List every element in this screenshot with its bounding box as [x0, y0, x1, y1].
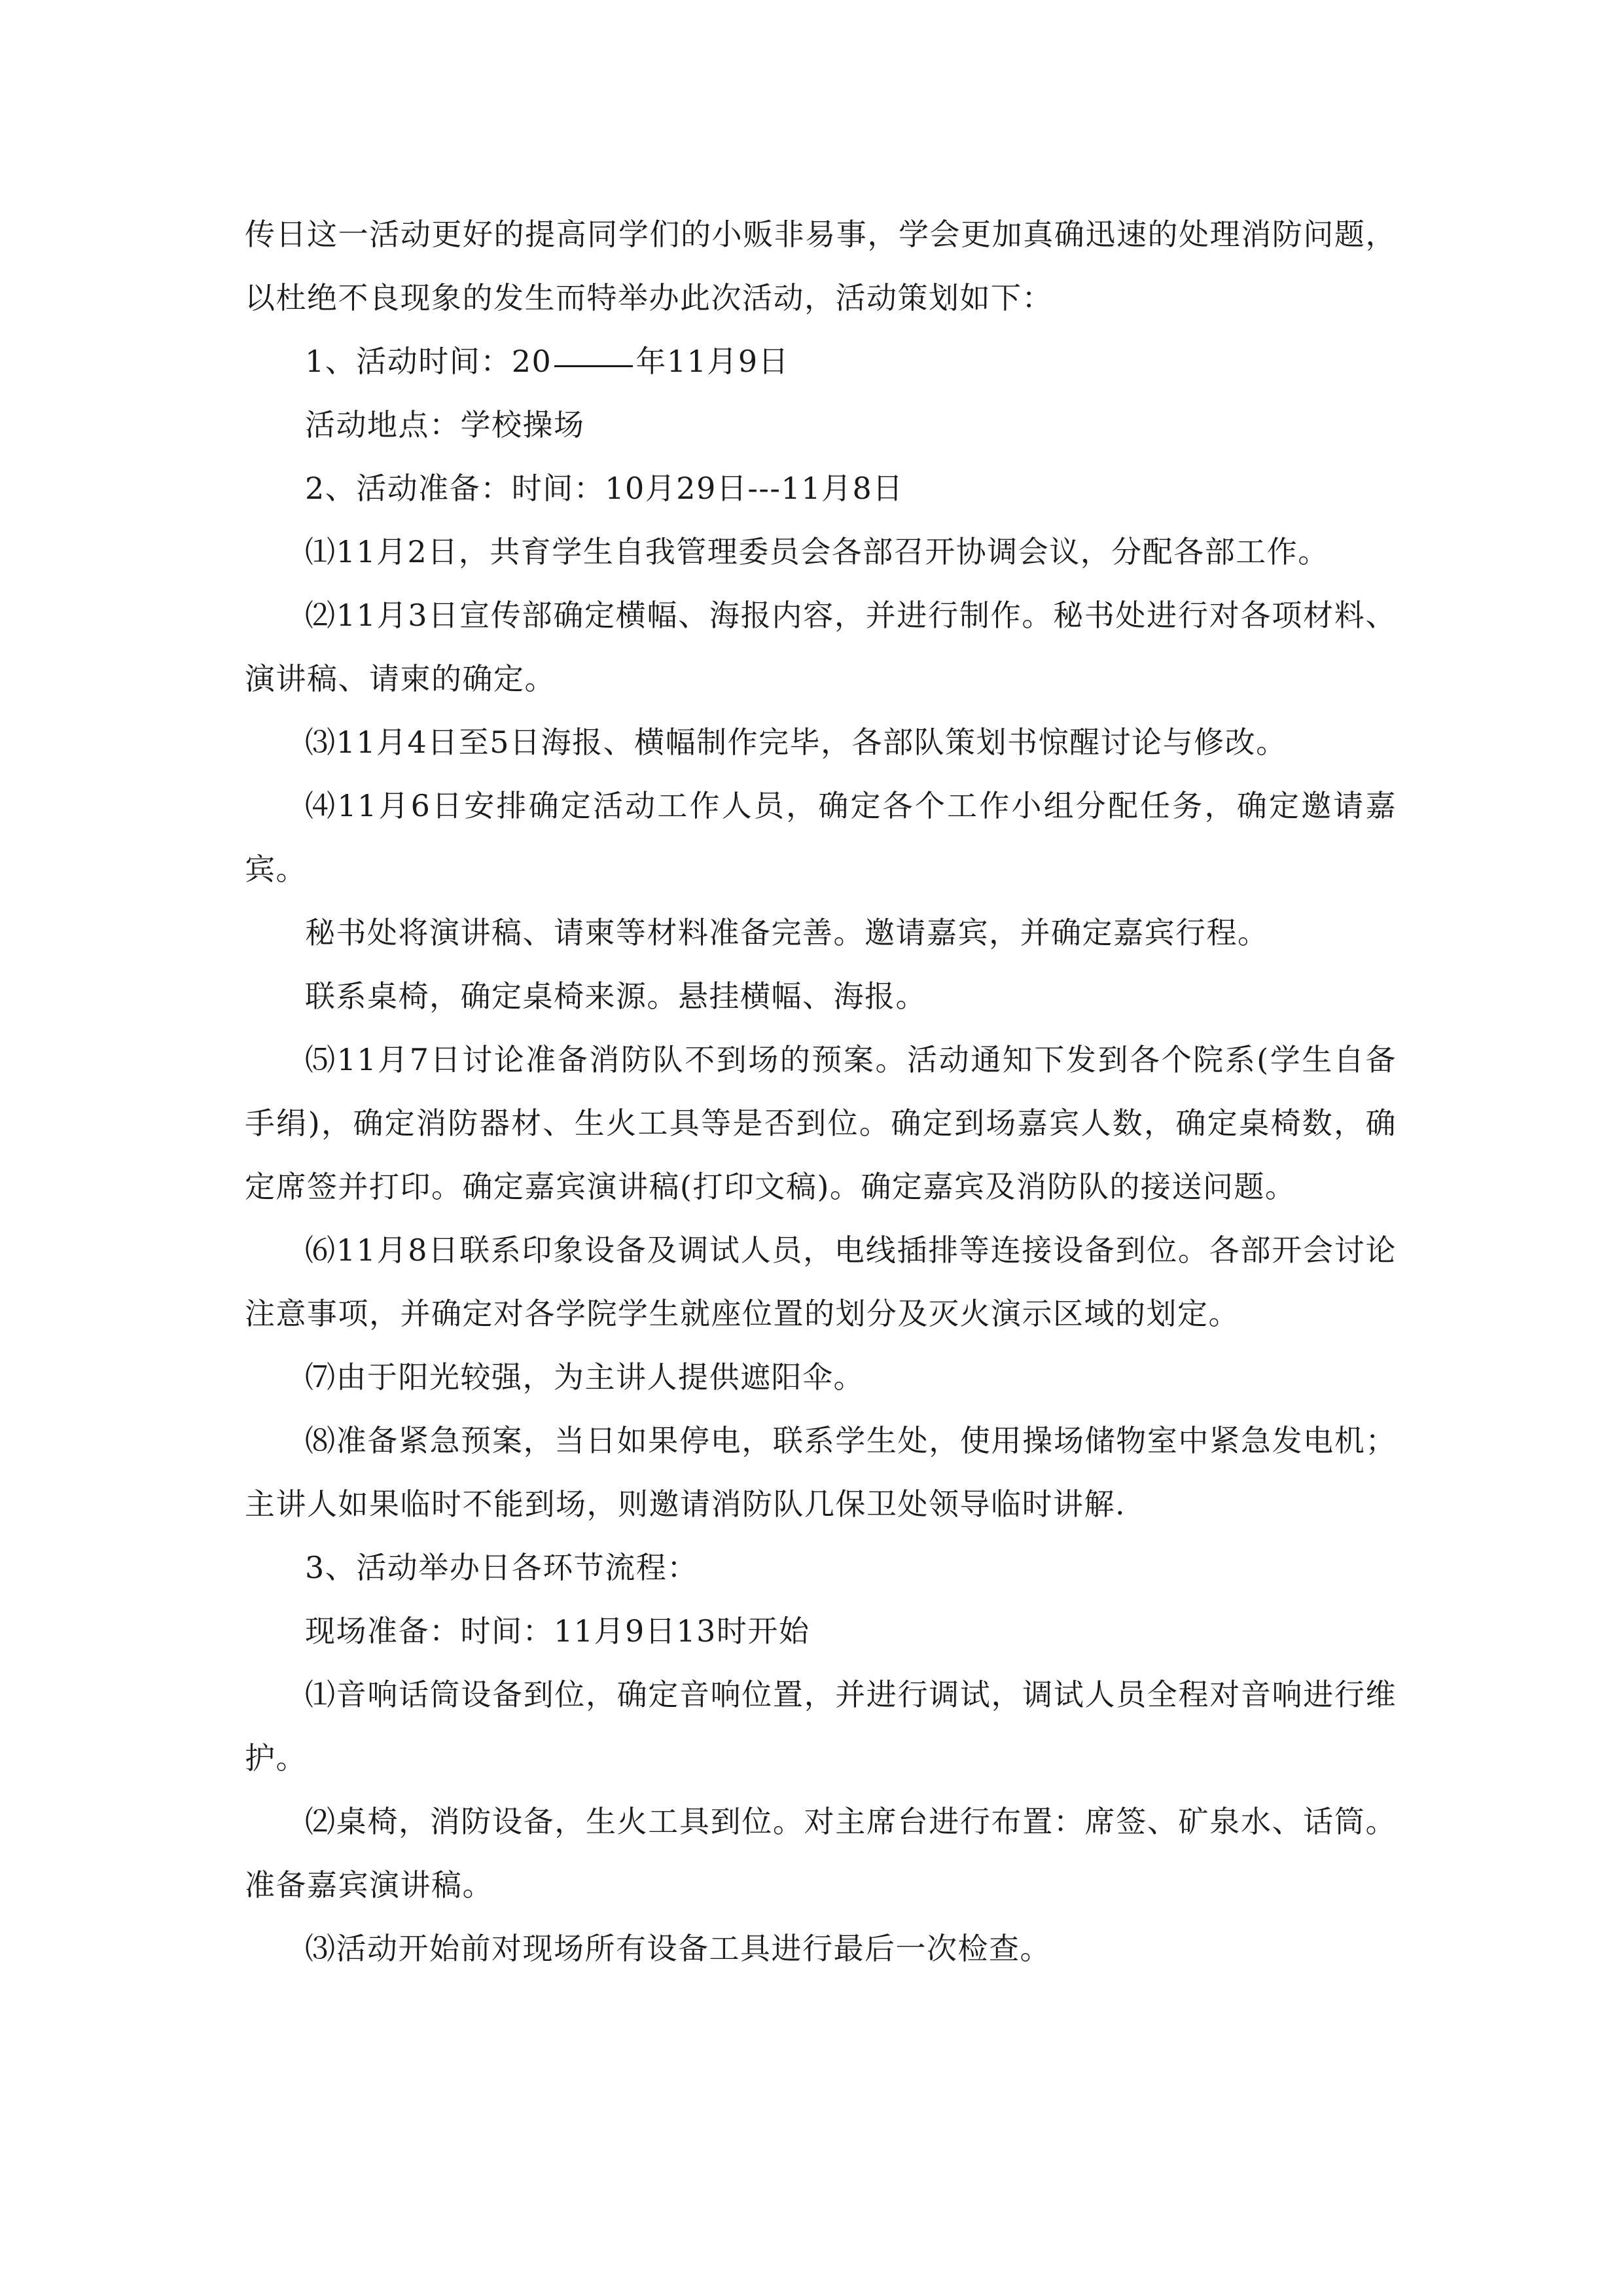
paragraph-prep-item-5: ⑸11月7日讨论准备消防队不到场的预案。活动通知下发到各个院系(学生自备手绢)，确定消防器材、生火工具等是否到位。确定到场嘉宾人数，确定桌椅数，确定席签并打印。确定嘉宾演讲稿(打印文稿)。确定嘉宾及消防队的接送问题。	[245, 1042, 1397, 1204]
paragraph-step-2: ⑵桌椅，消防设备，生火工具到位。对主席台进行布置：席签、矿泉水、话筒。准备嘉宾演讲稿。	[245, 1804, 1397, 1903]
paragraph-chairs: 联系桌椅，确定桌椅来源。悬挂横幅、海报。	[305, 978, 927, 1014]
paragraph-intro: 传日这一活动更好的提高同学们的小贩非易事，学会更加真确迅速的处理消防问题，以杜绝不良现象的发生而特举办此次活动，活动策划如下：	[245, 217, 1397, 315]
paragraph-step-1: ⑴音响话筒设备到位，确定音响位置，并进行调试，调试人员全程对音响进行维护。	[245, 1677, 1397, 1776]
paragraph-onsite-prep: 现场准备：时间：11月9日13时开始	[305, 1613, 810, 1649]
paragraph-secretary: 秘书处将演讲稿、请柬等材料准备完善。邀请嘉宾，并确定嘉宾行程。	[305, 915, 1269, 950]
paragraph-prep-item-1: ⑴11月2日，共育学生自我管理委员会各部召开协调会议，分配各部工作。	[305, 534, 1329, 569]
paragraph-flow-heading: 3、活动举办日各环节流程：	[305, 1550, 698, 1585]
paragraph-activity-prep: 2、活动准备：时间：10月29日---11月8日	[305, 471, 904, 506]
paragraph-prep-item-3: ⑶11月4日至5日海报、横幅制作完毕，各部队策划书惊醒讨论与修改。	[305, 725, 1287, 760]
activity-time-date: 年11月9日	[635, 344, 790, 379]
paragraph-prep-item-2: ⑵11月3日宣传部确定横幅、海报内容，并进行制作。秘书处进行对各项材料、演讲稿、请柬的确定。	[245, 598, 1397, 696]
paragraph-activity-place: 活动地点：学校操场	[305, 407, 585, 442]
paragraph-activity-time	[245, 330, 1397, 393]
year-blank-line	[554, 365, 633, 367]
document-body	[245, 203, 1397, 1981]
activity-time-label: 1、活动时间：20	[305, 344, 552, 379]
paragraph-prep-item-6: ⑹11月8日联系印象设备及调试人员，电线插排等连接设备到位。各部开会讨论注意事项，并确定对各学院学生就座位置的划分及灭火演示区域的划定。	[245, 1232, 1397, 1331]
paragraph-step-3: ⑶活动开始前对现场所有设备工具进行最后一次检查。	[305, 1931, 1051, 1966]
paragraph-prep-item-4: ⑷11月6日安排确定活动工作人员，确定各个工作小组分配任务，确定邀请嘉宾。	[245, 788, 1397, 887]
paragraph-prep-item-8: ⑻准备紧急预案，当日如果停电，联系学生处，使用操场储物室中紧急发电机；主讲人如果临时不能到场，则邀请消防队几保卫处领导临时讲解.	[245, 1423, 1397, 1522]
paragraph-prep-item-7: ⑺由于阳光较强，为主讲人提供遮阳伞。	[305, 1359, 865, 1395]
